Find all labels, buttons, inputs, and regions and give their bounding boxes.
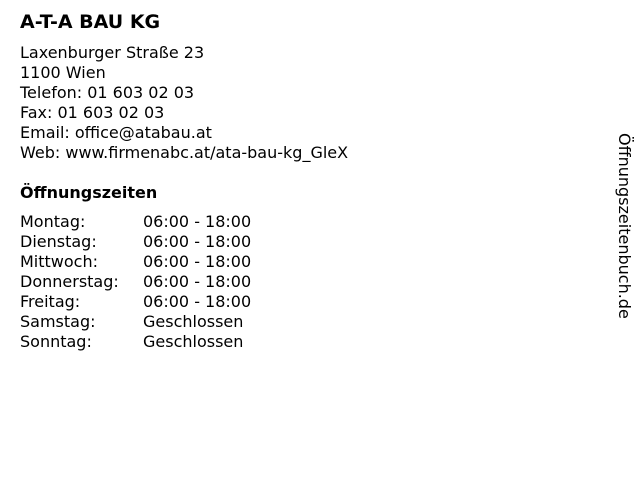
day-label: Samstag: (20, 312, 96, 331)
hours-row-monday (20, 212, 251, 232)
opening-hours-heading: Öffnungszeiten (20, 183, 158, 202)
time-value: Geschlossen (143, 332, 244, 351)
contact-block (20, 43, 348, 163)
fax-line: Fax: 01 603 02 03 (20, 103, 165, 122)
time-value: Geschlossen (143, 312, 244, 331)
hours-row-saturday (20, 312, 251, 332)
hours-row-thursday (20, 272, 251, 292)
email-line: Email: office@atabau.at (20, 123, 212, 142)
hours-row-wednesday (20, 252, 251, 272)
city-line: 1100 Wien (20, 63, 106, 82)
day-label: Montag: (20, 212, 86, 231)
time-value: 06:00 - 18:00 (143, 232, 252, 251)
vertical-brand-label: Öffnungszeitenbuch.de (615, 133, 634, 319)
day-label: Dienstag: (20, 232, 97, 251)
time-value: 06:00 - 18:00 (143, 212, 252, 231)
hours-row-sunday (20, 332, 251, 352)
company-name: A-T-A BAU KG (20, 11, 161, 33)
day-label: Mittwoch: (20, 252, 98, 271)
time-value: 06:00 - 18:00 (143, 272, 252, 291)
hours-row-friday (20, 292, 251, 312)
day-label: Sonntag: (20, 332, 92, 351)
web-line: Web: www.firmenabc.at/ata-bau-kg_GleX (20, 143, 349, 162)
day-label: Freitag: (20, 292, 81, 311)
time-value: 06:00 - 18:00 (143, 252, 252, 271)
street-address: Laxenburger Straße 23 (20, 43, 205, 62)
phone-line: Telefon: 01 603 02 03 (20, 83, 195, 102)
opening-hours-table (20, 212, 251, 352)
day-label: Donnerstag: (20, 272, 119, 291)
time-value: 06:00 - 18:00 (143, 292, 252, 311)
hours-row-tuesday (20, 232, 251, 252)
